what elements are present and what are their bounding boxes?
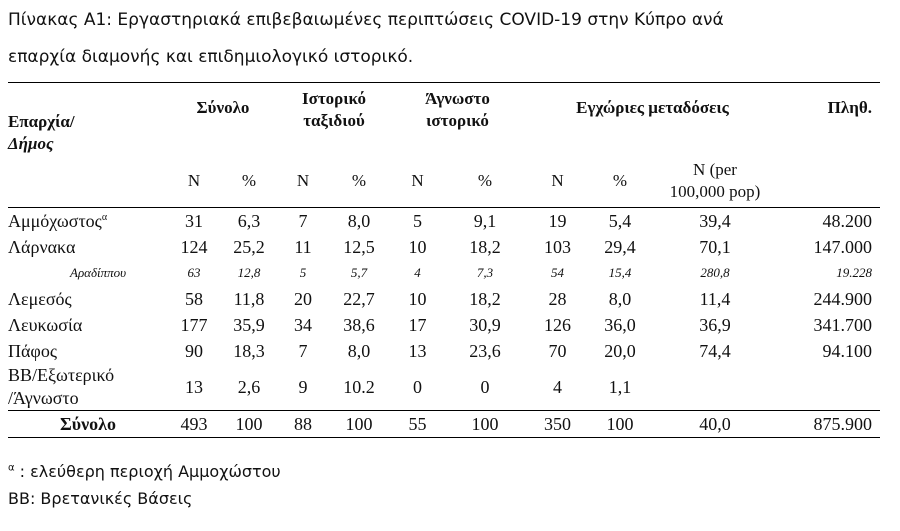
- header-total: Σύνολο: [196, 98, 250, 117]
- subheader-row: [8, 155, 880, 208]
- cell: 13: [185, 376, 203, 397]
- header-district-line-2: Δήμος: [8, 134, 54, 153]
- cell: 90: [185, 340, 203, 361]
- per100k-line-2: 100,000 pop): [669, 182, 761, 201]
- footnote-a-text: : ελεύθερη περιοχή Αμμοχώστου: [14, 462, 281, 481]
- cell: 100: [445, 411, 525, 438]
- cell: 70,1: [699, 236, 731, 257]
- sub-total-pct: %: [241, 171, 257, 190]
- caption-line-1: Πίνακας Α1: Εργαστηριακά επιβεβαιωμένες περιπτώσεις COVID-19 στην Κύπρο ανά: [8, 10, 724, 30]
- cell: 19.228: [836, 265, 872, 280]
- cell: 4: [553, 376, 562, 397]
- cell: 0: [480, 376, 490, 397]
- cell: 18,2: [469, 236, 501, 257]
- cell: 2,6: [237, 376, 261, 397]
- footnote-bb: ΒΒ: Βρετανικές Βάσεις: [8, 489, 193, 508]
- header-unknown-line-1: Άγνωστο: [425, 89, 490, 108]
- cell: 70: [548, 340, 567, 361]
- cell: 19: [548, 210, 567, 231]
- cell: 28: [548, 288, 567, 309]
- row-district: Πάφος: [8, 340, 57, 361]
- cell: 63: [187, 265, 201, 280]
- cell: 103: [544, 236, 571, 257]
- cell: 12,8: [237, 265, 261, 280]
- cell: 4: [414, 265, 421, 280]
- cell: 18,2: [469, 288, 501, 309]
- cell: 147.000: [813, 236, 872, 257]
- cell: 875.900: [780, 411, 880, 438]
- row-district: Λάρνακα: [8, 236, 76, 257]
- cell: 15,4: [608, 265, 632, 280]
- row-district: [8, 364, 168, 411]
- sub-travel-n: N: [296, 171, 310, 190]
- sub-travel-pct: %: [351, 171, 367, 190]
- cell: 124: [180, 236, 208, 257]
- cell: 18,3: [233, 340, 265, 361]
- sub-local-pct: %: [612, 171, 628, 190]
- cell: 38,6: [343, 314, 375, 335]
- header-district: [8, 83, 168, 156]
- cell: 31: [185, 210, 203, 231]
- row-district: Λευκωσία: [8, 314, 83, 335]
- cell: 5: [299, 265, 307, 280]
- cell: 244.900: [813, 288, 872, 309]
- cell: 8,0: [347, 210, 371, 231]
- cell: 350: [525, 411, 590, 438]
- total-label: Σύνολο: [8, 411, 168, 438]
- cell: 126: [544, 314, 571, 335]
- cell: [650, 364, 780, 411]
- cell: 36,0: [604, 314, 636, 335]
- cell: 1,1: [608, 376, 632, 397]
- cell: 9: [298, 376, 308, 397]
- row-district: Αμμόχωστος$^\alpha$: [8, 210, 108, 231]
- sub-total-n: N: [187, 171, 201, 190]
- header-local: Εγχώριες μεταδόσεις: [576, 98, 729, 117]
- table-row: [8, 286, 880, 312]
- cell: 0: [413, 376, 422, 397]
- footnote-mark: α: [101, 211, 108, 223]
- row-municipality: Αραδίππου: [70, 265, 127, 280]
- cell: 280,8: [700, 265, 730, 280]
- table-row: [8, 364, 880, 411]
- cell: 100: [328, 411, 390, 438]
- header-travel-line-2: ταξιδιού: [303, 111, 365, 130]
- cell: 177: [180, 314, 208, 335]
- sub-local-per100k: [650, 155, 780, 208]
- total-row: [8, 411, 880, 438]
- cell: 29,4: [604, 236, 636, 257]
- cell: 10: [408, 288, 427, 309]
- cell: 6,3: [237, 210, 261, 231]
- header-unknown: [390, 83, 525, 156]
- cell: 10.2: [343, 376, 375, 397]
- table-row: [8, 208, 880, 235]
- cell: 40,0: [650, 411, 780, 438]
- cell: 39,4: [699, 210, 731, 231]
- cell: 11: [294, 236, 312, 257]
- cell: 13: [408, 340, 427, 361]
- table-caption: [8, 2, 888, 76]
- cell: 23,6: [469, 340, 501, 361]
- cell: 11,4: [699, 288, 731, 309]
- cell: 20,0: [604, 340, 636, 361]
- row-district-line-2: /Άγνωστο: [8, 388, 79, 408]
- cell: 55: [390, 411, 445, 438]
- cell: 20: [294, 288, 312, 309]
- cell: 88: [278, 411, 328, 438]
- cell: 7: [298, 210, 308, 231]
- cell: 12,5: [343, 236, 375, 257]
- header-travel-line-1: Ιστορικό: [301, 89, 366, 108]
- cell: 493: [168, 411, 220, 438]
- cell: 8,0: [608, 288, 632, 309]
- cell: 100: [590, 411, 650, 438]
- per100k-line-1: N (per: [693, 160, 737, 179]
- cell: 48.200: [822, 210, 872, 231]
- cell: 5,4: [608, 210, 632, 231]
- cell: 5: [413, 210, 422, 231]
- cell: 11,8: [233, 288, 265, 309]
- caption-line-2: επαρχία διαμονής και επιδημιολογικό ιστορικό.: [8, 47, 414, 67]
- cell: 25,2: [233, 236, 265, 257]
- table-row: [8, 312, 880, 338]
- cell: [780, 364, 880, 411]
- cell: 58: [185, 288, 203, 309]
- cell: 10: [408, 236, 427, 257]
- cell: 22,7: [343, 288, 375, 309]
- footnote-a: [8, 462, 281, 481]
- sub-unknown-n: N: [411, 171, 424, 190]
- cell: 7: [298, 340, 308, 361]
- cell: 35,9: [233, 314, 265, 335]
- cell: 100: [220, 411, 278, 438]
- header-row: [8, 83, 880, 156]
- cell: 8,0: [347, 340, 371, 361]
- header-district-line-1: Επαρχία/: [8, 112, 75, 131]
- cell: 36,9: [699, 314, 731, 335]
- cell: 9,1: [473, 210, 497, 231]
- table-row: [8, 338, 880, 364]
- cases-table: [8, 82, 880, 438]
- cell: 34: [294, 314, 312, 335]
- header-travel: [278, 83, 390, 156]
- table-row: [8, 260, 880, 286]
- sub-unknown-pct: %: [477, 171, 493, 190]
- cell: 17: [408, 314, 427, 335]
- sub-local-n: N: [551, 171, 564, 190]
- table-row: [8, 234, 880, 260]
- cell: 94.100: [822, 340, 872, 361]
- cell: 341.700: [813, 314, 872, 335]
- cell: 54: [551, 265, 564, 280]
- row-district-line-1: ΒΒ/Εξωτερικό: [8, 365, 115, 385]
- footnote-a-mark: α: [8, 462, 15, 474]
- row-district: Λεμεσός: [8, 288, 72, 309]
- cell: 5,7: [350, 265, 368, 280]
- header-population: Πληθ.: [827, 98, 872, 117]
- cell: 74,4: [699, 340, 731, 361]
- cell: 30,9: [469, 314, 501, 335]
- cell: 7,3: [476, 265, 494, 280]
- header-unknown-line-2: ιστορικό: [426, 111, 489, 130]
